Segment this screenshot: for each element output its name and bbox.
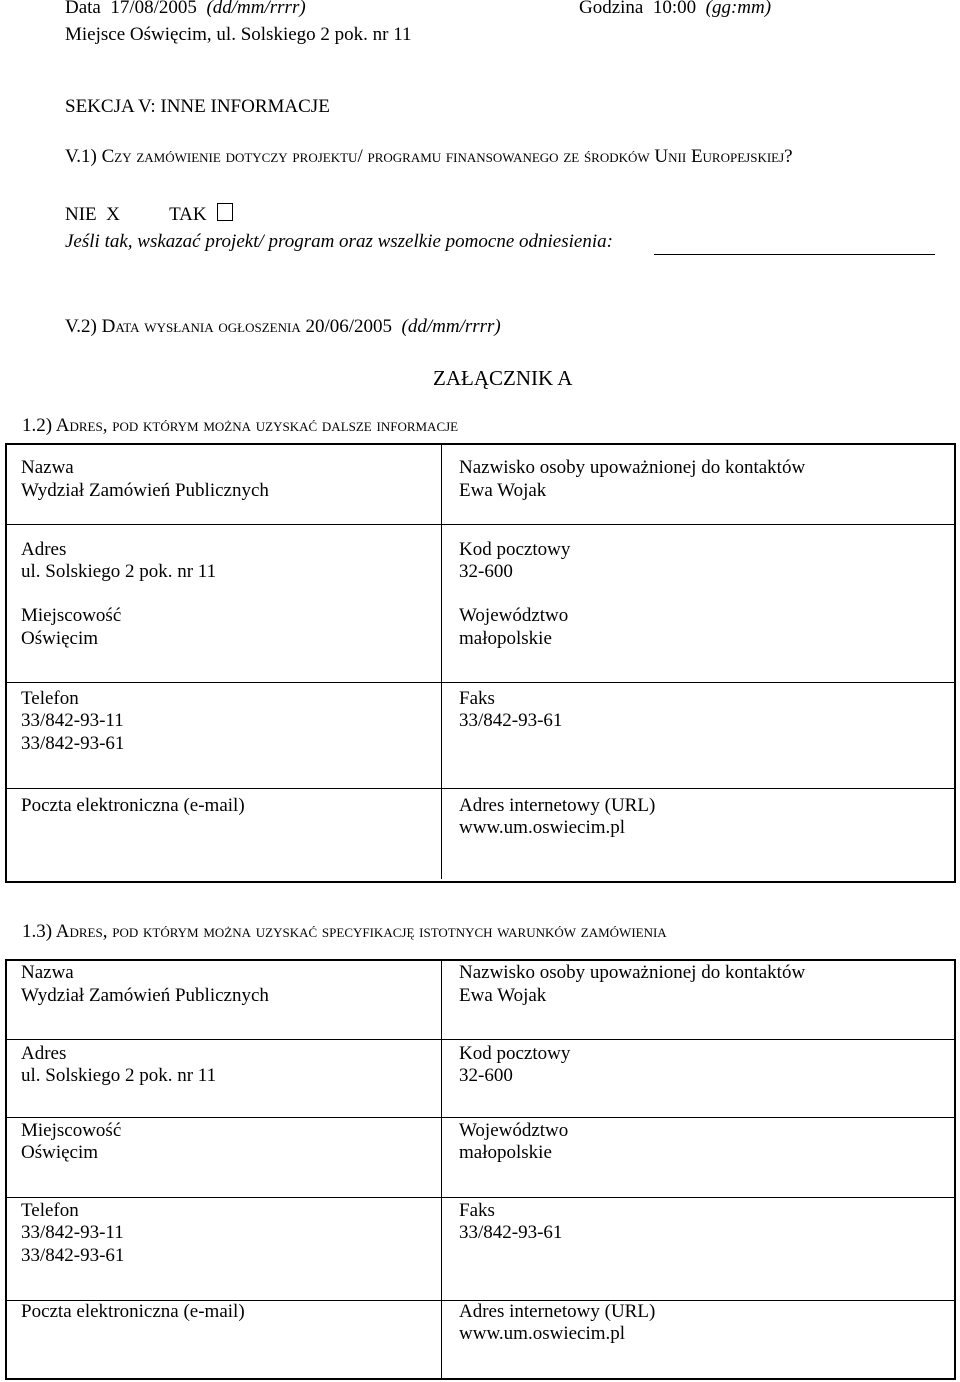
time-format: (gg:mm) — [705, 0, 772, 18]
block12-fax-label: Faks — [459, 687, 495, 709]
section-title: SEKCJA V: INNE INFORMACJE — [65, 96, 330, 117]
time-label: Godzina — [579, 0, 644, 18]
block12-form — [5, 443, 956, 883]
block12-province-value: małopolskie — [459, 627, 552, 649]
block12-address-value: ul. Solskiego 2 pok. nr 11 — [21, 561, 217, 582]
block13-name-label: Nazwa — [21, 962, 74, 983]
block13-url-label: Adres internetowy (URL) — [459, 1300, 656, 1322]
time-value: 10:00 — [652, 0, 697, 18]
block13-contact-label: Nazwisko osoby upoważnionej do kontaktów — [459, 962, 806, 983]
tak-label: TAK — [169, 204, 207, 225]
block13-heading: 1.3) Adres, pod którym można uzyskać specyfikację istotnych warunków zamówienia — [22, 921, 667, 942]
v2-label: V.2) Data wysłania ogłoszenia — [65, 316, 301, 337]
block12-phone-1: 33/842-93-11 — [21, 710, 124, 731]
block12-address-label: Adres — [21, 538, 67, 560]
block12-contact-label: Nazwisko osoby upoważnionej do kontaktów — [459, 457, 806, 478]
place-line: Miejsce Oświęcim, ul. Solskiego 2 pok. nr 11 — [65, 24, 412, 45]
block12-contact-value: Ewa Wojak — [459, 479, 547, 501]
block13-phone-1: 33/842-93-11 — [21, 1222, 124, 1243]
block12-city-value: Oświęcim — [21, 627, 99, 649]
block13-name-value: Wydział Zamówień Publicznych — [21, 984, 269, 1006]
block13-email-label: Poczta elektroniczna (e-mail) — [21, 1300, 245, 1322]
question-v2 — [65, 316, 501, 338]
block12-phone-label: Telefon — [21, 687, 79, 709]
tak-checkbox[interactable] — [217, 203, 233, 221]
if-yes-blank-field[interactable] — [654, 253, 935, 255]
block13-url-value: www.um.oswiecim.pl — [459, 1323, 626, 1344]
block13-province-value: małopolskie — [459, 1142, 552, 1163]
v2-format: (dd/mm/rrrr) — [401, 316, 501, 337]
nie-mark: X — [106, 204, 120, 225]
block13-phone-2: 33/842-93-61 — [21, 1244, 125, 1266]
block13-fax-value: 33/842-93-61 — [459, 1222, 563, 1243]
date-value: 17/08/2005 — [110, 0, 197, 18]
block12-province-label: Województwo — [459, 605, 569, 626]
block13-contact-value: Ewa Wojak — [459, 984, 547, 1006]
block13-city-value: Oświęcim — [21, 1142, 99, 1163]
block12-city-label: Miejscowość — [21, 605, 122, 626]
block12-name-label: Nazwa — [21, 457, 74, 478]
block12-fax-value: 33/842-93-61 — [459, 710, 563, 731]
time-line — [579, 0, 771, 19]
block13-postal-value: 32-600 — [459, 1065, 513, 1086]
eu-funding-answer — [65, 203, 233, 226]
date-label: Data — [65, 0, 101, 18]
block12-postal-label: Kod pocztowy — [459, 538, 571, 560]
block12-name-value: Wydział Zamówień Publicznych — [21, 479, 269, 501]
block13-phone-label: Telefon — [21, 1199, 79, 1221]
block13-fax-label: Faks — [459, 1199, 495, 1221]
if-yes-prompt: Jeśli tak, wskazać projekt/ program oraz wszelkie pomocne odniesienia: — [65, 231, 613, 252]
block12-email-label: Poczta elektroniczna (e-mail) — [21, 794, 245, 816]
question-v1: V.1) Czy zamówienie dotyczy projektu/ programu finansowanego ze środków Unii Europejskiej? — [65, 146, 793, 167]
block13-province-label: Województwo — [459, 1119, 569, 1141]
block13-postal-label: Kod pocztowy — [459, 1042, 571, 1064]
date-line — [65, 0, 306, 19]
block12-postal-value: 32-600 — [459, 561, 513, 582]
block13-city-label: Miejscowość — [21, 1119, 122, 1141]
block13-address-label: Adres — [21, 1042, 67, 1064]
nie-label: NIE — [65, 204, 97, 225]
block12-phone-2: 33/842-93-61 — [21, 732, 125, 754]
date-format: (dd/mm/rrrr) — [206, 0, 306, 18]
block13-form — [5, 959, 956, 1380]
v2-date: 20/06/2005 — [305, 316, 393, 337]
block12-url-label: Adres internetowy (URL) — [459, 794, 656, 816]
annex-title: ZAŁĄCZNIK A — [433, 366, 573, 390]
block13-address-value: ul. Solskiego 2 pok. nr 11 — [21, 1065, 217, 1086]
block12-url-value: www.um.oswiecim.pl — [459, 817, 626, 838]
block12-heading: 1.2) Adres, pod którym można uzyskać dalsze informacje — [22, 415, 459, 436]
